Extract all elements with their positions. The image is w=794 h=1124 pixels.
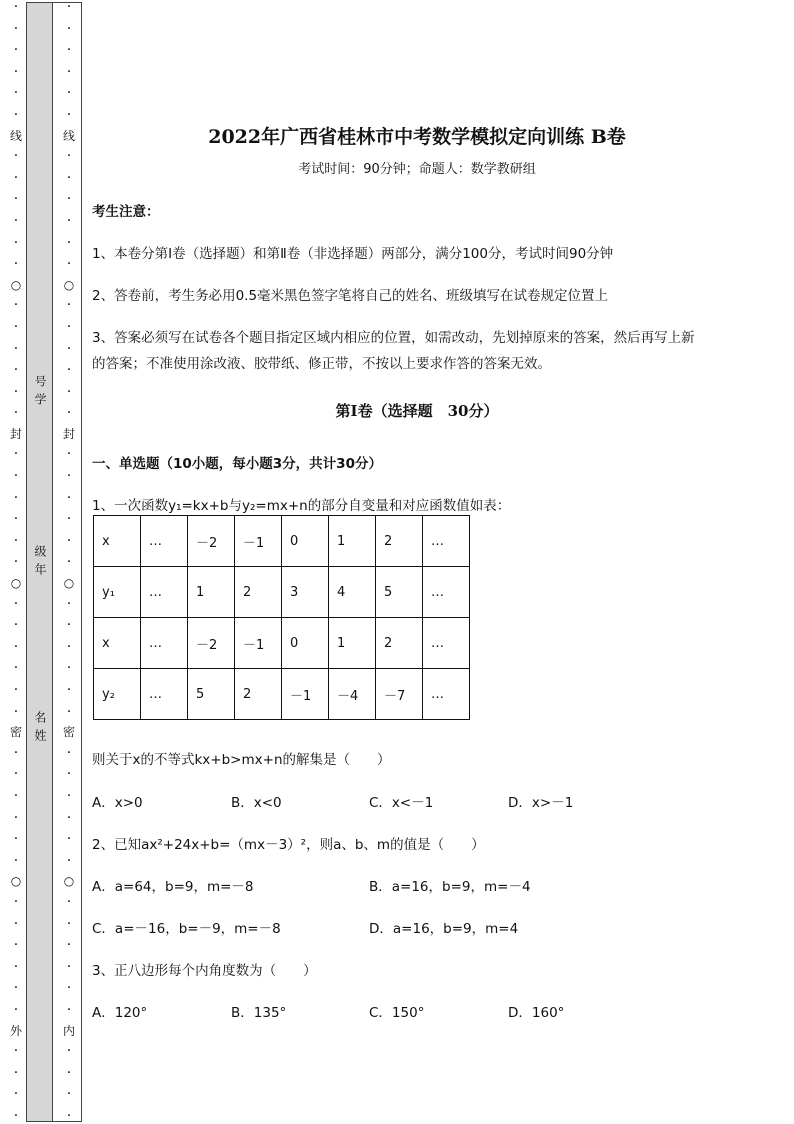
- q3-option-a: A．120°: [92, 1005, 148, 1021]
- section-title: 第I卷（选择题 30分）: [335, 402, 499, 420]
- outer-binding-line: · · · · · · 线 · · · · · · ○ · · · · · · 封 · · · · · · ○ · · · · · · 密 · · · · · · ○ · · · · · · 外 · · · ·: [10, 0, 23, 1124]
- table-row: [94, 567, 470, 618]
- table-cell: 0: [282, 618, 329, 669]
- name-label: 名姓: [33, 711, 47, 747]
- table-cell: －7: [376, 669, 423, 720]
- table-cell: －1: [282, 669, 329, 720]
- binding-mark: ○: [10, 874, 22, 889]
- q1-option-d: D．x>－1: [508, 795, 574, 811]
- binding-mark: 外: [10, 1023, 23, 1038]
- table-row: [94, 669, 470, 720]
- binding-mark: 内: [62, 1023, 75, 1038]
- table-cell: 1: [329, 618, 376, 669]
- q3-option-d: D．160°: [508, 1005, 565, 1021]
- note-3-line1: 3、答案必须写在试卷各个题目指定区域内相应的位置，如需改动，先划掉原来的答案，然后再写上新: [92, 330, 695, 346]
- q2-option-c: C．a=－16，b=－9，m=－8: [92, 921, 281, 937]
- table-cell: 2: [376, 618, 423, 669]
- table-cell: －2: [188, 618, 235, 669]
- exam-subtitle: 考试时间：90分钟；命题人：数学教研组: [298, 162, 536, 177]
- note-3-line2: 的答案；不准使用涂改液、胶带纸、修正带，不按以上要求作答的答案无效。: [92, 356, 551, 372]
- table-row: [94, 516, 470, 567]
- table-cell: －4: [329, 669, 376, 720]
- table-cell: …: [423, 669, 470, 720]
- table-cell: 5: [376, 567, 423, 618]
- table-cell: 2: [235, 567, 282, 618]
- binding-mark: ○: [63, 576, 75, 591]
- q2-stem: 2、已知ax²+24x+b=（mx－3）²，则a、b、m的值是（ ）: [92, 837, 485, 853]
- table-cell: …: [141, 567, 188, 618]
- q1-stem: 1、一次函数y₁=kx+b与y₂=mx+n的部分自变量和对应函数值如表：: [92, 498, 511, 514]
- table-cell: －1: [235, 618, 282, 669]
- student-number-label: 号学: [33, 375, 47, 411]
- table-cell: …: [141, 516, 188, 567]
- binding-mark: ○: [10, 277, 22, 292]
- notes-heading: 考生注意：: [92, 204, 160, 220]
- table-cell: …: [141, 669, 188, 720]
- table-cell: 3: [282, 567, 329, 618]
- table-cell: …: [423, 618, 470, 669]
- q1-ask: 则关于x的不等式kx+b>mx+n的解集是（ ）: [92, 752, 391, 768]
- q2-option-a: A．a=64，b=9，m=－8: [92, 879, 254, 895]
- table-cell: 2: [235, 669, 282, 720]
- table-cell: －2: [188, 516, 235, 567]
- table-row: [94, 618, 470, 669]
- q3-option-b: B．135°: [231, 1005, 287, 1021]
- table-cell: y₁: [94, 567, 141, 618]
- table-cell: 1: [329, 516, 376, 567]
- q2-option-d: D．a=16，b=9，m=4: [369, 921, 519, 937]
- table-cell: 4: [329, 567, 376, 618]
- inner-binding-line: · · · · · · 线 · · · · · · ○ · · · · · · 封 · · · · · · ○ · · · · · · 密 · · · · · · ○ · · · · · · 内 · · · ·: [62, 0, 75, 1124]
- q1-value-table: [93, 515, 470, 720]
- binding-mark: ○: [63, 277, 75, 292]
- note-2: 2、答卷前，考生务必用0.5毫米黑色签字笔将自己的姓名、班级填写在试卷规定位置上: [92, 288, 609, 304]
- q3-stem: 3、正八边形每个内角度数为（ ）: [92, 963, 317, 979]
- binding-mark: ○: [10, 576, 22, 591]
- table-cell: x: [94, 618, 141, 669]
- class-label: 级年: [33, 545, 47, 581]
- table-cell: 1: [188, 567, 235, 618]
- exam-title: 2022年广西省桂林市中考数学模拟定向训练 B卷: [208, 126, 626, 148]
- binding-mark: 密: [62, 725, 75, 740]
- table-cell: …: [141, 618, 188, 669]
- part-heading: 一、单选题（10小题，每小题3分，共计30分）: [92, 456, 382, 472]
- note-1: 1、本卷分第I卷（选择题）和第Ⅱ卷（非选择题）两部分，满分100分，考试时间90分钟: [92, 246, 614, 262]
- q1-option-c: C．x<－1: [369, 795, 434, 811]
- binding-mark: 线: [10, 128, 23, 143]
- table-cell: x: [94, 516, 141, 567]
- binding-mark: ○: [63, 874, 75, 889]
- binding-mark: 封: [62, 426, 75, 441]
- binding-mark: 线: [62, 128, 75, 143]
- table-cell: …: [423, 567, 470, 618]
- table-cell: 0: [282, 516, 329, 567]
- q1-option-b: B．x<0: [231, 795, 282, 811]
- table-cell: 5: [188, 669, 235, 720]
- binding-mark: 密: [10, 725, 23, 740]
- table-cell: －1: [235, 516, 282, 567]
- table-cell: 2: [376, 516, 423, 567]
- q1-option-a: A．x>0: [92, 795, 143, 811]
- table-cell: …: [423, 516, 470, 567]
- binding-mark: 封: [10, 426, 23, 441]
- table-cell: y₂: [94, 669, 141, 720]
- q2-option-b: B．a=16，b=9，m=－4: [369, 879, 531, 895]
- q3-option-c: C．150°: [369, 1005, 425, 1021]
